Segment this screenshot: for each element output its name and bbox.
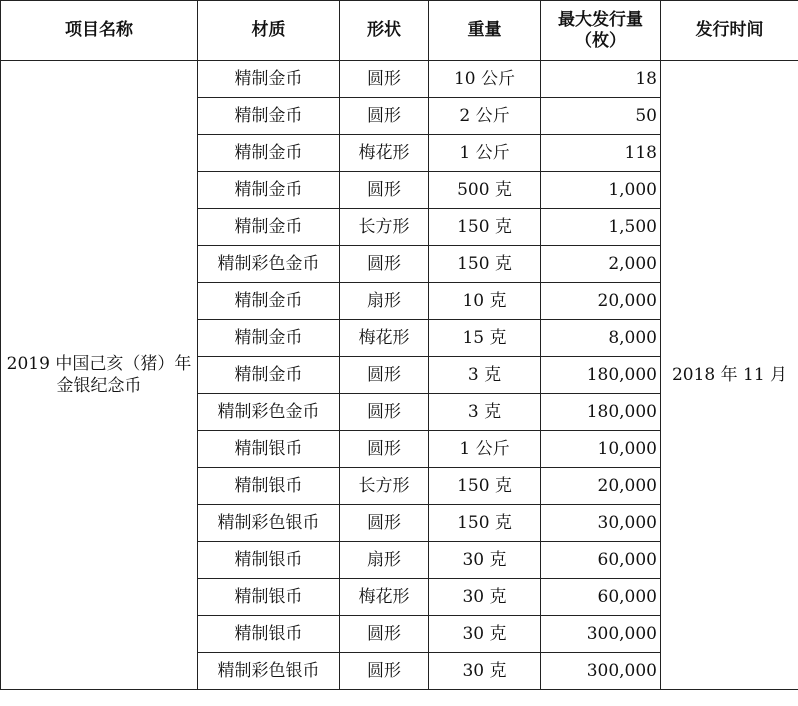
table-header [1, 1, 798, 61]
weight-cell: 150 克 [429, 468, 541, 505]
max-mintage-cell: 180,000 [541, 394, 661, 431]
shape-cell: 圆形 [340, 61, 429, 98]
weight-cell: 10 克 [429, 283, 541, 320]
shape-cell: 梅花形 [340, 135, 429, 172]
shape-cell: 圆形 [340, 653, 429, 690]
max-mintage-cell: 118 [541, 135, 661, 172]
weight-cell: 150 克 [429, 246, 541, 283]
table-body [1, 61, 798, 690]
project-name-cell: 2019 中国己亥（猪）年金银纪念币 [1, 61, 198, 690]
material-cell: 精制银币 [198, 579, 340, 616]
weight-cell: 500 克 [429, 172, 541, 209]
max-mintage-cell: 60,000 [541, 579, 661, 616]
weight-cell: 1 公斤 [429, 431, 541, 468]
weight-cell: 1 公斤 [429, 135, 541, 172]
header-issue-date: 发行时间 [661, 1, 798, 61]
max-mintage-cell: 18 [541, 61, 661, 98]
max-mintage-cell: 2,000 [541, 246, 661, 283]
header-shape: 形状 [340, 1, 429, 61]
material-cell: 精制金币 [198, 320, 340, 357]
shape-cell: 圆形 [340, 172, 429, 209]
material-cell: 精制金币 [198, 283, 340, 320]
weight-cell: 10 公斤 [429, 61, 541, 98]
material-cell: 精制彩色银币 [198, 505, 340, 542]
issue-date-cell: 2018 年 11 月 [661, 61, 798, 690]
table-row [1, 61, 798, 98]
weight-cell: 30 克 [429, 542, 541, 579]
header-max-mintage: 最大发行量（枚） [541, 1, 661, 61]
max-mintage-cell: 50 [541, 98, 661, 135]
weight-cell: 3 克 [429, 394, 541, 431]
shape-cell: 长方形 [340, 468, 429, 505]
weight-cell: 30 克 [429, 616, 541, 653]
material-cell: 精制银币 [198, 616, 340, 653]
material-cell: 精制银币 [198, 431, 340, 468]
max-mintage-cell: 30,000 [541, 505, 661, 542]
weight-cell: 150 克 [429, 505, 541, 542]
shape-cell: 长方形 [340, 209, 429, 246]
shape-cell: 圆形 [340, 394, 429, 431]
material-cell: 精制彩色金币 [198, 394, 340, 431]
material-cell: 精制金币 [198, 61, 340, 98]
material-cell: 精制金币 [198, 172, 340, 209]
material-cell: 精制金币 [198, 98, 340, 135]
max-mintage-cell: 180,000 [541, 357, 661, 394]
shape-cell: 圆形 [340, 431, 429, 468]
material-cell: 精制银币 [198, 468, 340, 505]
max-mintage-cell: 20,000 [541, 468, 661, 505]
material-cell: 精制金币 [198, 357, 340, 394]
max-mintage-cell: 1,000 [541, 172, 661, 209]
material-cell: 精制金币 [198, 209, 340, 246]
max-mintage-cell: 300,000 [541, 653, 661, 690]
max-mintage-cell: 300,000 [541, 616, 661, 653]
max-mintage-cell: 1,500 [541, 209, 661, 246]
shape-cell: 扇形 [340, 542, 429, 579]
weight-cell: 3 克 [429, 357, 541, 394]
material-cell: 精制彩色银币 [198, 653, 340, 690]
shape-cell: 圆形 [340, 246, 429, 283]
material-cell: 精制金币 [198, 135, 340, 172]
weight-cell: 30 克 [429, 653, 541, 690]
weight-cell: 150 克 [429, 209, 541, 246]
header-project-name: 项目名称 [1, 1, 198, 61]
weight-cell: 15 克 [429, 320, 541, 357]
max-mintage-cell: 20,000 [541, 283, 661, 320]
material-cell: 精制彩色金币 [198, 246, 340, 283]
shape-cell: 梅花形 [340, 320, 429, 357]
max-mintage-cell: 8,000 [541, 320, 661, 357]
weight-cell: 2 公斤 [429, 98, 541, 135]
shape-cell: 圆形 [340, 98, 429, 135]
max-mintage-cell: 60,000 [541, 542, 661, 579]
shape-cell: 梅花形 [340, 579, 429, 616]
shape-cell: 圆形 [340, 616, 429, 653]
material-cell: 精制银币 [198, 542, 340, 579]
max-mintage-cell: 10,000 [541, 431, 661, 468]
shape-cell: 圆形 [340, 505, 429, 542]
header-weight: 重量 [429, 1, 541, 61]
shape-cell: 圆形 [340, 357, 429, 394]
header-material: 材质 [198, 1, 340, 61]
weight-cell: 30 克 [429, 579, 541, 616]
header-row [1, 1, 798, 61]
shape-cell: 扇形 [340, 283, 429, 320]
